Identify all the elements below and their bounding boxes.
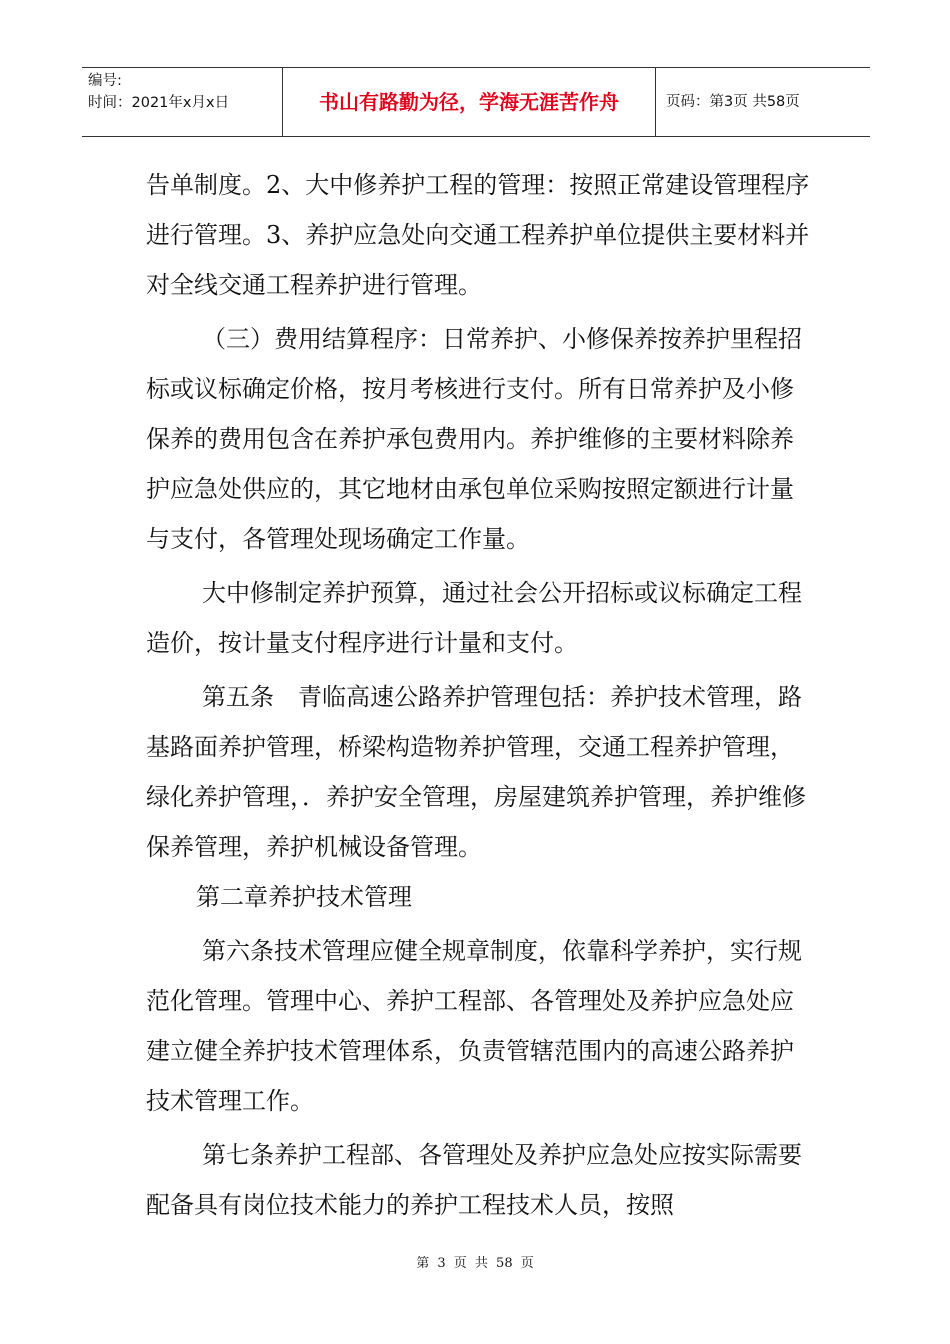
paragraph-major-repair: 大中修制定养护预算，通过社会公开招标或议标确定工程造价，按计量支付程序进行计量和支付。: [146, 579, 802, 657]
document-number-label: 编号:: [88, 73, 122, 89]
document-body: [146, 160, 811, 1230]
paragraph-article-7: 第七条养护工程部、各管理处及养护应急处应按实际需要配备具有岗位技术能力的养护工程技术人员，按照: [146, 1141, 802, 1219]
paragraph-article-6: 第六条技术管理应健全规章制度，依靠科学养护，实行规范化管理。管理中心、养护工程部、各管理处及养护应急处应建立健全养护技术管理体系，负责管辖范围内的高速公路养护技术管理工作。: [146, 937, 802, 1115]
chapter-heading: 第二章养护技术管理: [196, 883, 412, 911]
document-time-label: 时间：2021年x月x日: [88, 95, 230, 111]
paragraph-continuation: 告单制度。2、大中修养护工程的管理：按照正常建设管理程序进行管理。3、养护应急处向交通工程养护单位提供主要材料并对全线交通工程养护进行管理。: [146, 171, 810, 299]
paragraph-cost-settlement: （三）费用结算程序：日常养护、小修保养按养护里程招标或议标确定价格，按月考核进行支付。所有日常养护及小修保养的费用包含在养护承包费用内。养护维修的主要材料除养护应急处供应的，其它地材由承包单位采购按照定额进行计量与支付，各管理处现场确定工作量。: [146, 325, 802, 553]
header-page-info: 页码：第3页 共58页: [666, 94, 800, 110]
page-header: [82, 67, 870, 137]
page-footer: 第 3 页 共 58 页: [416, 1256, 534, 1271]
header-meta: [82, 68, 283, 136]
header-motto: 书山有路勤为径，学海无涯苦作舟: [283, 68, 656, 136]
paragraph-article-5: 第五条 青临高速公路养护管理包括：养护技术管理，路基路面养护管理，桥梁构造物养护管理，交通工程养护管理，绿化养护管理，．养护安全管理，房屋建筑养护管理，养护维修保养管理，养护机械设备管理。: [146, 683, 806, 861]
